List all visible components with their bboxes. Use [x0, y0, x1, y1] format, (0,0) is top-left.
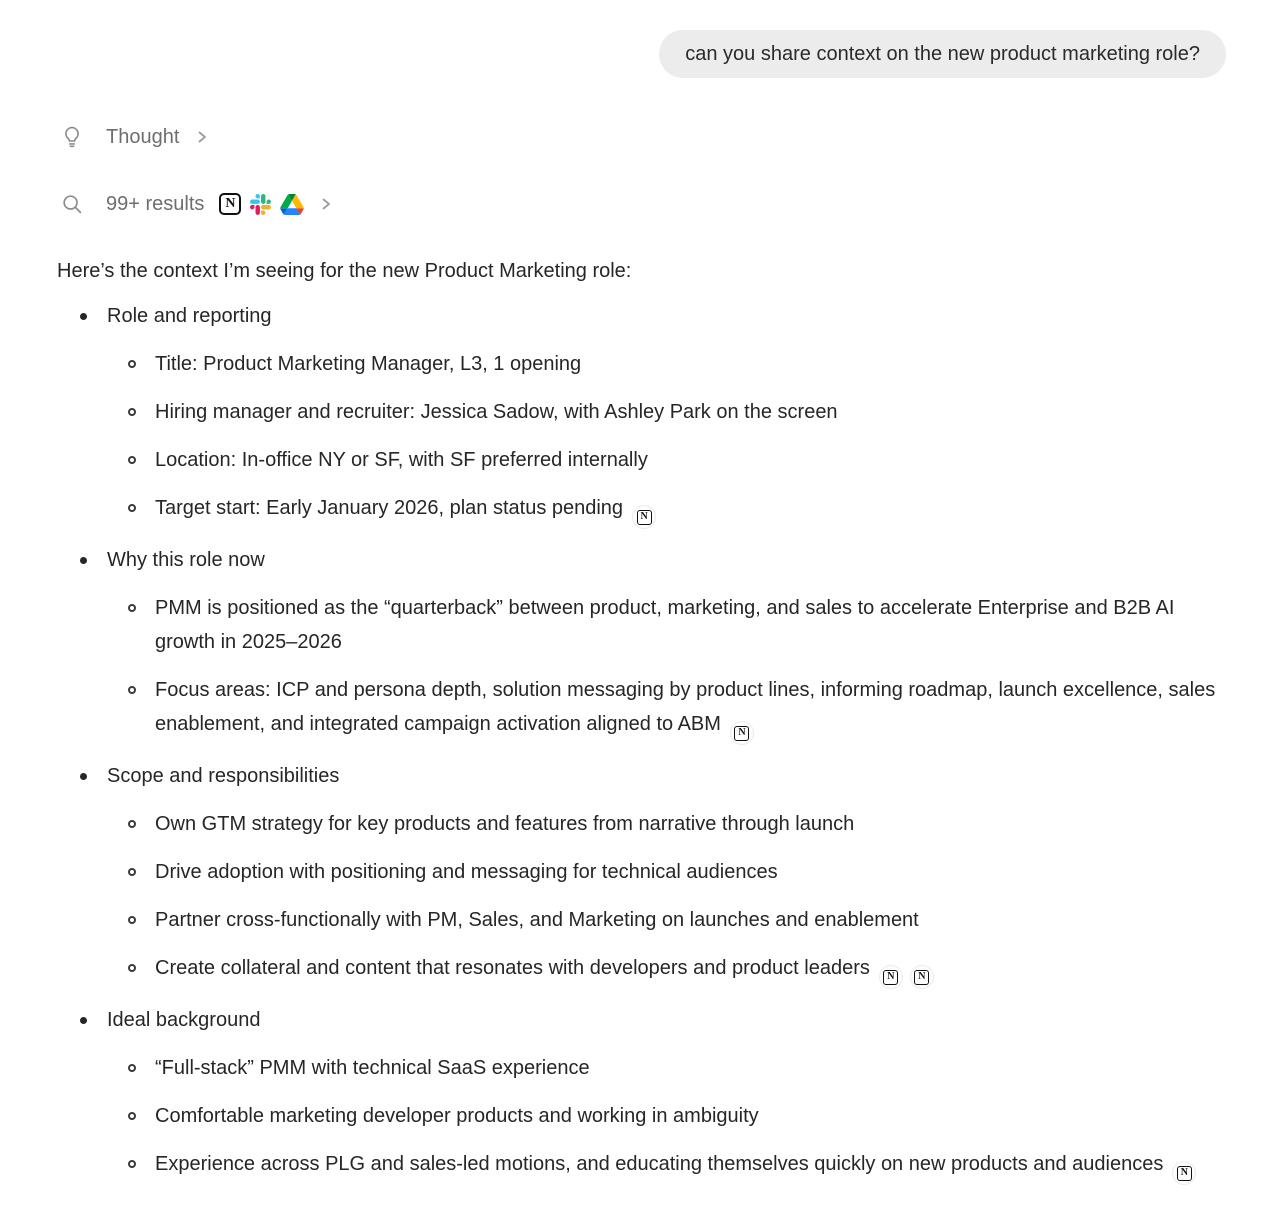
list-item-text: PMM is positioned as the “quarterback” between product, marketing, and sales to accelerate Enterprise and B2B AI growth in 2025–2026: [155, 597, 1175, 653]
list-item-text: Comfortable marketing developer products and working in ambiguity: [155, 1105, 759, 1127]
list-item-text: “Full-stack” PMM with technical SaaS experience: [155, 1057, 590, 1079]
results-count-label: 99+ results: [106, 192, 205, 215]
bullet-circle-icon: [128, 673, 155, 745]
list-item-text: Focus areas: ICP and persona depth, solution messaging by product lines, informing roadmap, launch excellence, sales enablement, and integrated campaign activation aligned to ABM N: [155, 673, 1226, 745]
section-title: Role and reporting: [107, 305, 272, 327]
bullet-circle-icon: [128, 903, 155, 937]
list-item: [80, 759, 1226, 793]
section-title: Why this role now: [107, 549, 265, 571]
thought-toggle[interactable]: [60, 123, 1226, 151]
list-item: [128, 807, 1226, 841]
list-item: [128, 903, 1226, 937]
chevron-right-icon: [195, 129, 209, 145]
bullet-disc-icon: [80, 299, 107, 333]
bullet-circle-icon: [128, 855, 155, 889]
notion-icon: N: [734, 726, 749, 741]
list-item-text: Location: In-office NY or SF, with SF preferred internally: [155, 449, 648, 471]
bullet-disc-icon: [80, 543, 107, 577]
slack-icon: [250, 194, 271, 215]
list-item: [128, 1099, 1226, 1133]
bullet-disc-icon: [80, 1003, 107, 1037]
assistant-response: [57, 254, 1226, 1185]
list-item: [128, 1147, 1226, 1185]
response-list: [57, 299, 1226, 1185]
list-item-text: Own GTM strategy for key products and features from narrative through launch: [155, 813, 855, 835]
list-item-text: Drive adoption with positioning and messaging for technical audiences: [155, 861, 778, 883]
notion-icon: N: [1177, 1166, 1192, 1181]
notion-icon: N: [914, 970, 929, 985]
notion-icon: N: [637, 510, 652, 525]
notion-icon: N: [219, 193, 241, 215]
bullet-circle-icon: [128, 443, 155, 477]
list-item: [128, 1051, 1226, 1085]
list-item-text: Partner cross-functionally with PM, Sales, and Marketing on launches and enablement: [155, 909, 919, 931]
chevron-right-icon: [319, 196, 333, 212]
list-item-text: Hiring manager and recruiter: Jessica Sadow, with Ashley Park on the screen: [155, 401, 838, 423]
bullet-circle-icon: [128, 1051, 155, 1085]
bullet-circle-icon: [128, 395, 155, 429]
bullet-circle-icon: [128, 1147, 155, 1185]
bullet-circle-icon: [128, 1099, 155, 1133]
google-drive-icon: [280, 194, 304, 215]
list-item: [80, 543, 1226, 577]
list-item-text: Title: Product Marketing Manager, L3, 1 opening: [155, 353, 582, 375]
bullet-circle-icon: [128, 807, 155, 841]
search-results-toggle[interactable]: [60, 190, 1226, 218]
list-item-text: Target start: Early January 2026, plan status pending N: [155, 491, 1226, 529]
bullet-circle-icon: [128, 591, 155, 659]
user-message-row: [57, 30, 1226, 78]
notion-citation-badge[interactable]: [1172, 1161, 1196, 1185]
list-item-text: Experience across PLG and sales-led motions, and educating themselves quickly on new products and audiences N: [155, 1147, 1226, 1185]
list-item: [128, 855, 1226, 889]
bullet-circle-icon: [128, 491, 155, 529]
notion-citation-badge[interactable]: [879, 965, 903, 989]
list-item: [80, 299, 1226, 333]
source-icons: [219, 193, 333, 215]
notion-citation-badge[interactable]: [730, 721, 754, 745]
list-item: [128, 673, 1226, 745]
thought-label: Thought: [106, 125, 180, 148]
list-item: [80, 1003, 1226, 1037]
list-item: [128, 347, 1226, 381]
list-item: [128, 443, 1226, 477]
list-item: [128, 395, 1226, 429]
list-item: [128, 491, 1226, 529]
notion-citation-badge[interactable]: [910, 965, 934, 989]
list-item: [128, 591, 1226, 659]
bullet-circle-icon: [128, 951, 155, 989]
user-message-bubble: can you share context on the new product marketing role?: [659, 30, 1226, 78]
bullet-circle-icon: [128, 347, 155, 381]
bullet-disc-icon: [80, 759, 107, 793]
section-title: Scope and responsibilities: [107, 765, 340, 787]
section-title: Ideal background: [107, 1009, 261, 1031]
search-icon: [60, 193, 84, 215]
list-item: [128, 951, 1226, 989]
list-item-text: Create collateral and content that resonates with developers and product leaders N N: [155, 951, 1226, 989]
response-intro: Here’s the context I’m seeing for the new Product Marketing role:: [57, 260, 632, 282]
notion-citation-badge[interactable]: [632, 505, 656, 529]
lightbulb-icon: [60, 125, 84, 149]
notion-icon: N: [883, 970, 898, 985]
